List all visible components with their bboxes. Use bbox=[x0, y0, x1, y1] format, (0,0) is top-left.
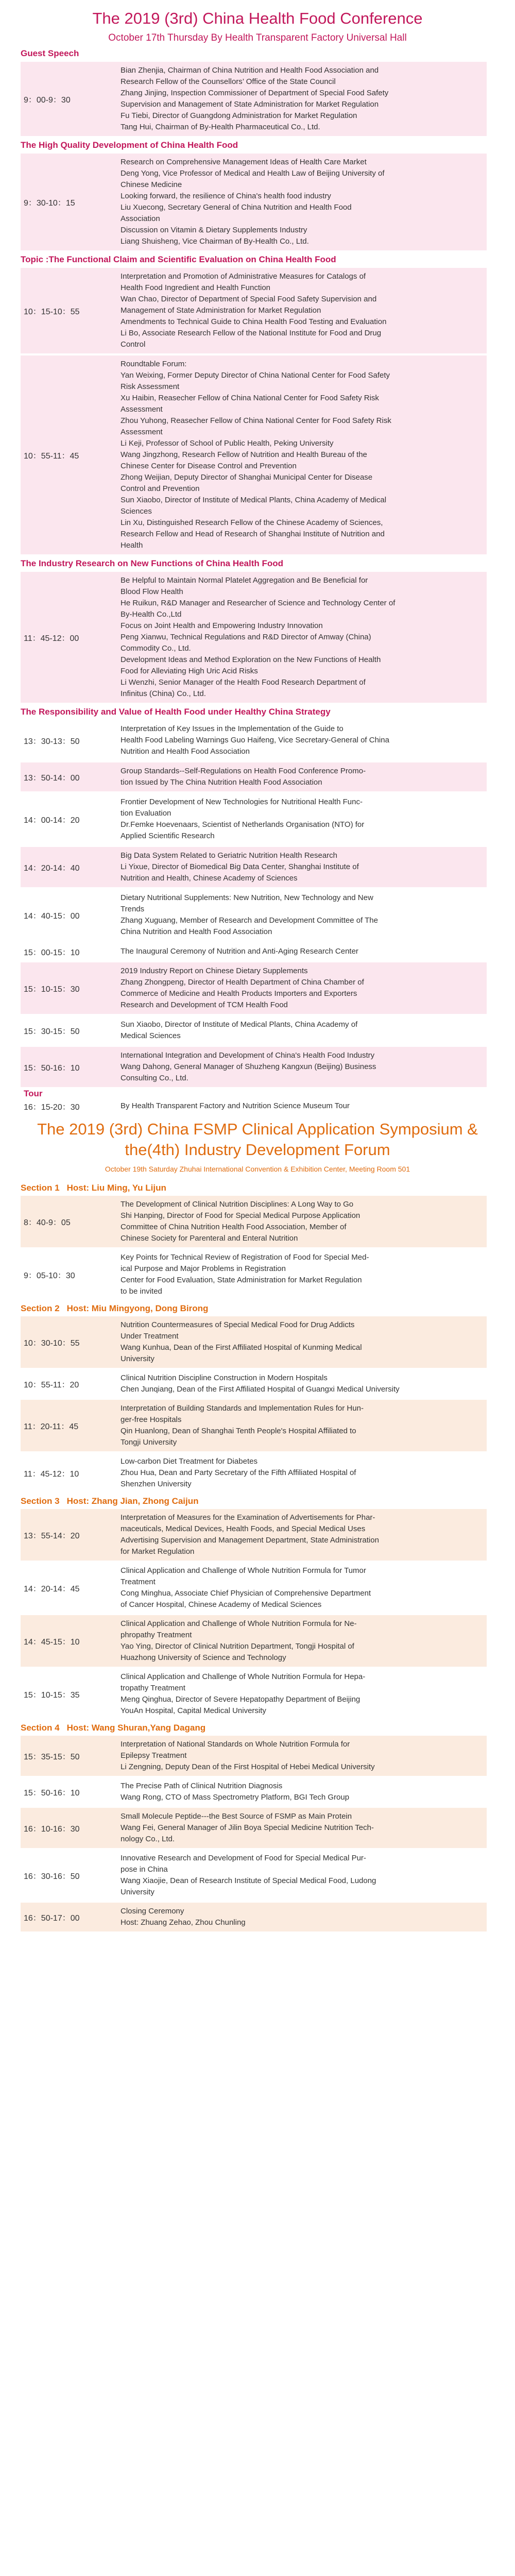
conference-subtitle: October 17th Thursday By Health Transparent Factory Universal Hall bbox=[108, 32, 407, 43]
session-description bbox=[117, 1615, 487, 1667]
session-time: 14：20-14：40 bbox=[24, 863, 80, 873]
session-time: 16：10-16：30 bbox=[24, 1824, 80, 1834]
session-time: 15：35-15：50 bbox=[24, 1752, 80, 1761]
session-line: Sciences bbox=[121, 507, 152, 516]
session-description bbox=[117, 572, 487, 703]
session-line: Management of State Administration for Market Regulation bbox=[121, 306, 321, 315]
session-line: Meng Qinghua, Director of Severe Hepatopathy Department of Beijing bbox=[121, 1695, 360, 1704]
session-time: 15：50-16：10 bbox=[24, 1788, 80, 1798]
schedule-row bbox=[21, 62, 487, 136]
schedule-row bbox=[21, 355, 487, 554]
section-label: Section 4 bbox=[21, 1723, 60, 1733]
session-line: Interpretation and Promotion of Administrative Measures for Catalogs of bbox=[121, 272, 366, 281]
session-time: 13：50-14：00 bbox=[24, 773, 80, 783]
session-line: Research Fellow and Head of Research of Shanghai Institute of Nutrition and bbox=[121, 530, 385, 538]
session-description bbox=[117, 943, 487, 960]
section-host: Host: Liu Ming, Yu Lijun bbox=[66, 1183, 166, 1193]
symposium-title-line-1: The 2019 (3rd) China FSMP Clinical Application Symposium & bbox=[37, 1120, 478, 1138]
session-line: Chinese Society for Parenteral and Enteral Nutrition bbox=[121, 1234, 298, 1243]
section-host: Host: Wang Shuran,Yang Dagang bbox=[66, 1723, 206, 1733]
schedule-row bbox=[21, 1400, 487, 1451]
session-line: Interpretation of Building Standards and Implementation Rules for Hun- bbox=[121, 1404, 364, 1413]
schedule-row bbox=[21, 889, 487, 941]
session-line: Wan Chao, Director of Department of Special Food Safety Supervision and bbox=[121, 295, 377, 303]
session-description bbox=[117, 1369, 487, 1398]
schedule-row bbox=[21, 943, 487, 960]
session-line: Blood Flow Health bbox=[121, 587, 183, 596]
session-line: Key Points for Technical Review of Registration of Food for Special Med- bbox=[121, 1253, 369, 1262]
session-line: Clinical Application and Challenge of Whole Nutrition Formula for Hepa- bbox=[121, 1672, 366, 1681]
session-time: 10：15-10：55 bbox=[24, 307, 80, 316]
tour-label: Tour bbox=[24, 1089, 43, 1098]
session-description bbox=[117, 1453, 487, 1493]
session-line: Discussion on Vitamin & Dietary Supplements Industry bbox=[121, 226, 307, 234]
session-time: 15：30-15：50 bbox=[24, 1027, 80, 1036]
session-line: China Nutrition and Health Food Association bbox=[121, 927, 272, 936]
session-line: Liang Shuisheng, Vice Chairman of By-Health Co., Ltd. bbox=[121, 237, 309, 246]
session-line: Clinical Application and Challenge of Whole Nutrition Formula for Ne- bbox=[121, 1619, 357, 1628]
session-description bbox=[117, 1509, 487, 1561]
section-label: Section 2 bbox=[21, 1303, 60, 1313]
session-time: 13：55-14：20 bbox=[24, 1531, 80, 1540]
session-line: Control bbox=[121, 340, 146, 349]
session-line: YouAn Hospital, Capital Medical University bbox=[121, 1706, 266, 1715]
session-time: 9：05-10：30 bbox=[24, 1271, 75, 1280]
session-line: Zhong Weijian, Deputy Director of Shanghai Municipal Center for Disease bbox=[121, 473, 373, 482]
session-line: Focus on Joint Health and Empowering Industry Innovation bbox=[121, 621, 323, 630]
schedule-row bbox=[21, 762, 487, 791]
session-line: Development Ideas and Method Exploration on the New Functions of Health bbox=[121, 655, 381, 664]
session-line: Big Data System Related to Geriatric Nutrition Health Research bbox=[121, 851, 338, 860]
session-line: Wang Kunhua, Dean of the First Affiliated Hospital of Kunming Medical bbox=[121, 1343, 362, 1352]
section-heading bbox=[0, 1182, 515, 1194]
session-line: Chen Junqiang, Dean of the First Affiliated Hospital of Guangxi Medical University bbox=[121, 1385, 400, 1394]
session-line: University bbox=[121, 1354, 154, 1363]
section-heading: The Industry Research on New Functions of China Health Food bbox=[21, 558, 284, 568]
session-line: Tongji University bbox=[121, 1438, 177, 1447]
session-description bbox=[117, 793, 487, 845]
session-line: Bian Zhenjia, Chairman of China Nutrition and Health Food Association and bbox=[121, 66, 379, 75]
session-time: 10：55-11：45 bbox=[24, 451, 79, 461]
session-line: Host: Zhuang Zehao, Zhou Chunling bbox=[121, 1918, 246, 1927]
session-description bbox=[117, 1903, 487, 1931]
session-description bbox=[117, 1047, 487, 1087]
session-time: 11：45-12：00 bbox=[24, 634, 79, 643]
session-line: Advertising Supervision and Management Department, State Administration bbox=[121, 1536, 379, 1545]
session-line: Group Standards--Self-Regulations on Health Food Conference Promo- bbox=[121, 767, 366, 775]
schedule-row bbox=[21, 1562, 487, 1614]
section-host: Host: Miu Mingyong, Dong Birong bbox=[66, 1303, 209, 1313]
session-line: Research Fellow of the Counsellors’ Office of the State Council bbox=[121, 77, 336, 86]
session-line: The Precise Path of Clinical Nutrition Diagnosis bbox=[121, 1782, 283, 1790]
session-line: Commerce of Medicine and Health Products Importers and Exporters bbox=[121, 989, 357, 998]
session-line: Chinese Center for Disease Control and Prevention bbox=[121, 462, 297, 470]
session-time: 11：45-12：10 bbox=[24, 1469, 79, 1479]
session-time: 16：30-16：50 bbox=[24, 1872, 80, 1881]
schedule-row bbox=[21, 1196, 487, 1247]
session-time: 15：10-15：30 bbox=[24, 985, 80, 994]
session-description bbox=[117, 62, 487, 136]
session-line: Be Helpful to Maintain Normal Platelet Aggregation and Be Beneficial for bbox=[121, 576, 368, 585]
session-description bbox=[117, 1777, 487, 1806]
session-line: Health Food Labeling Warnings Guo Haifeng, Vice Secretary-General of China bbox=[121, 736, 389, 744]
session-line: Frontier Development of New Technologies for Nutritional Health Func- bbox=[121, 798, 363, 806]
session-line: University bbox=[121, 1888, 154, 1896]
session-line: Center for Food Evaluation, State Administration for Market Regulation bbox=[121, 1276, 362, 1284]
session-line: Treatment bbox=[121, 1578, 156, 1586]
section-heading: The High Quality Development of China Health Food bbox=[21, 140, 238, 150]
session-line: Li Keji, Professor of School of Public Health, Peking University bbox=[121, 439, 334, 448]
session-line: Wang Jingzhong, Research Fellow of Nutrition and Health Bureau of the bbox=[121, 450, 367, 459]
session-time: 10：55-11：20 bbox=[24, 1380, 79, 1389]
session-line: Chinese Medicine bbox=[121, 180, 182, 189]
session-line: Liu Xuecong, Secretary General of China Nutrition and Health Food bbox=[121, 203, 352, 212]
section-heading: Guest Speech bbox=[21, 48, 79, 58]
session-time: 9：30-10：15 bbox=[24, 198, 75, 208]
session-line: Innovative Research and Development of Food for Special Medical Pur- bbox=[121, 1854, 366, 1862]
session-line: 2019 Industry Report on Chinese Dietary Supplements bbox=[121, 967, 308, 975]
session-line: Roundtable Forum: bbox=[121, 360, 187, 368]
schedule-row bbox=[21, 1615, 487, 1667]
session-line: Medical Sciences bbox=[121, 1031, 181, 1040]
session-description bbox=[117, 1016, 487, 1045]
session-line: Deng Yong, Vice Professor of Medical and Health Law of Beijing University of bbox=[121, 169, 385, 178]
session-line: Xu Haibin, Reasecher Fellow of China National Center for Food Safety Risk bbox=[121, 394, 379, 402]
session-line: pose in China bbox=[121, 1865, 168, 1874]
session-line: Li Yixue, Director of Biomedical Big Data Center, Shanghai Institute of bbox=[121, 862, 359, 871]
section-heading bbox=[0, 1302, 515, 1315]
session-time: 14：20-14：45 bbox=[24, 1584, 80, 1594]
session-time: 14：40-15：00 bbox=[24, 911, 80, 921]
session-line: Research on Comprehensive Management Ideas of Health Care Market bbox=[121, 158, 367, 166]
session-line: Small Molecule Peptide---the Best Source of FSMP as Main Protein bbox=[121, 1812, 352, 1821]
session-time: 8：40-9：05 bbox=[24, 1218, 71, 1227]
session-line: He Ruikun, R&D Manager and Researcher of Science and Technology Center of bbox=[121, 599, 396, 607]
session-line: Zhang Zhongpeng, Director of Health Department of China Chamber of bbox=[121, 978, 364, 987]
session-line: Supervision and Management of State Administration for Market Regulation bbox=[121, 100, 379, 109]
session-line: The Development of Clinical Nutrition Disciplines: A Long Way to Go bbox=[121, 1200, 354, 1209]
schedule-row bbox=[21, 1249, 487, 1300]
session-line: Committee of China Nutrition Health Food Association, Member of bbox=[121, 1223, 347, 1231]
session-line: Zhang Jinjing, Inspection Commissioner of Department of Special Food Safety bbox=[121, 89, 389, 97]
session-time: 9：00-9：30 bbox=[24, 95, 71, 105]
session-line: Interpretation of National Standards on Whole Nutrition Formula for bbox=[121, 1740, 350, 1749]
section-label: Section 1 bbox=[21, 1183, 60, 1193]
tour-row bbox=[21, 1088, 487, 1099]
session-line: Nutrition and Health, Chinese Academy of Sciences bbox=[121, 874, 298, 883]
session-time: 10：30-10：55 bbox=[24, 1338, 80, 1348]
session-line: Sun Xiaobo, Director of Institute of Medical Plants, China Academy of Medical bbox=[121, 496, 387, 504]
session-description bbox=[117, 962, 487, 1014]
session-time: 15：50-16：10 bbox=[24, 1063, 80, 1073]
session-line: The Inaugural Ceremony of Nutrition and Anti-Aging Research Center bbox=[121, 947, 358, 956]
symposium-title-line-2: the(4th) Industry Development Forum bbox=[125, 1141, 390, 1159]
session-line: Interpretation of Key Issues in the Implementation of the Guide to bbox=[121, 724, 344, 733]
session-line: Health bbox=[121, 541, 143, 550]
session-description bbox=[117, 268, 487, 353]
session-time: 11：20-11：45 bbox=[24, 1422, 79, 1431]
session-line: Li Bo, Associate Research Fellow of the National Institute for Food and Drug bbox=[121, 329, 382, 337]
schedule-row bbox=[21, 1047, 487, 1087]
schedule-row bbox=[21, 720, 487, 760]
session-line: Food for Alleviating High Uric Acid Risks bbox=[121, 667, 258, 675]
schedule-row bbox=[21, 1016, 487, 1045]
session-line: International Integration and Development of China's Health Food Industry bbox=[121, 1051, 375, 1060]
session-line: tion Evaluation bbox=[121, 809, 171, 818]
session-description bbox=[117, 1316, 487, 1368]
session-line: Interpretation of Measures for the Examination of Advertisements for Phar- bbox=[121, 1513, 375, 1522]
session-line: Assessment bbox=[121, 428, 163, 436]
session-line: Clinical Nutrition Discipline Construction in Modern Hospitals bbox=[121, 1374, 328, 1382]
session-line: maceuticals, Medical Devices, Health Foods, and Special Medical Uses bbox=[121, 1524, 366, 1533]
session-line: Epilepsy Treatment bbox=[121, 1751, 187, 1760]
session-line: Dietary Nutritional Supplements: New Nutrition, New Technology and New bbox=[121, 893, 373, 902]
session-line: Sun Xiaobo, Director of Institute of Medical Plants, China Academy of bbox=[121, 1020, 358, 1029]
session-line: Lin Xu, Distinguished Research Fellow of the Chinese Academy of Sciences, bbox=[121, 518, 383, 527]
session-line: Peng Xianwu, Technical Regulations and R&D Director of Amway (China) bbox=[121, 633, 371, 641]
session-time: 14：45-15：10 bbox=[24, 1637, 80, 1647]
schedule-row bbox=[21, 1777, 487, 1806]
session-time: 15：00-15：10 bbox=[24, 948, 80, 957]
session-line: Under Treatment bbox=[121, 1332, 179, 1341]
session-time: 15：10-15：35 bbox=[24, 1690, 80, 1700]
session-line: Consulting Co., Ltd. bbox=[121, 1074, 188, 1082]
session-line: Clinical Application and Challenge of Whole Nutrition Formula for Tumor bbox=[121, 1566, 366, 1575]
session-description bbox=[117, 1668, 487, 1720]
tour-time: 16：15-20：30 bbox=[24, 1103, 80, 1112]
session-line: tropathy Treatment bbox=[121, 1684, 185, 1692]
session-line: Low-carbon Diet Treatment for Diabetes bbox=[121, 1457, 258, 1466]
session-description bbox=[117, 1249, 487, 1300]
schedule-row bbox=[21, 847, 487, 887]
session-description bbox=[117, 847, 487, 887]
session-line: Amendments to Technical Guide to China Health Food Testing and Evaluation bbox=[121, 317, 387, 326]
section-heading bbox=[0, 1722, 515, 1734]
session-line: Association bbox=[121, 214, 160, 223]
schedule-row bbox=[21, 1668, 487, 1720]
session-description bbox=[117, 1808, 487, 1848]
schedule-row bbox=[21, 1850, 487, 1901]
session-line: Wang Fei, General Manager of Jilin Boya Special Medicine Nutrition Tech- bbox=[121, 1823, 374, 1832]
session-line: Wang Dahong, General Manager of Shuzheng Kangxun (Beijing) Business bbox=[121, 1062, 376, 1071]
part2-schedule bbox=[0, 1182, 515, 1931]
session-line: Tang Hui, Chairman of By-Health Pharmaceutical Co., Ltd. bbox=[121, 123, 320, 131]
session-time: 14：00-14：20 bbox=[24, 816, 80, 825]
session-line: Zhang Xuguang, Member of Research and Development Committee of The bbox=[121, 916, 378, 925]
session-line: Li Wenzhi, Senior Manager of the Health Food Research Department of bbox=[121, 678, 366, 687]
session-line: Health Food Ingredient and Health Function bbox=[121, 283, 271, 292]
schedule-row bbox=[21, 1369, 487, 1398]
session-line: Shenzhen University bbox=[121, 1480, 192, 1488]
session-line: Dr.Femke Hoevenaars, Scientist of Netherlands Organisation (NTO) for bbox=[121, 820, 365, 829]
schedule-row bbox=[21, 1509, 487, 1561]
schedule-row bbox=[21, 1316, 487, 1368]
session-line: tion Issued by The China Nutrition Health Food Association bbox=[121, 778, 322, 787]
session-description bbox=[117, 720, 487, 760]
session-description bbox=[117, 1736, 487, 1776]
schedule-row bbox=[21, 154, 487, 250]
session-line: Qin Huanlong, Dean of Shanghai Tenth People's Hospital Affiliated to bbox=[121, 1427, 356, 1435]
session-line: to be invited bbox=[121, 1287, 162, 1296]
part1-schedule bbox=[0, 47, 515, 1087]
session-line: Zhou Hua, Dean and Party Secretary of the Fifth Affiliated Hospital of bbox=[121, 1468, 356, 1477]
session-description bbox=[117, 1196, 487, 1247]
session-line: Control and Prevention bbox=[121, 484, 200, 493]
session-line: Commodity Co., Ltd. bbox=[121, 644, 191, 653]
session-line: Assessment bbox=[121, 405, 163, 414]
session-line: ical Purpose and Major Problems in Registration bbox=[121, 1264, 286, 1273]
schedule-row bbox=[21, 268, 487, 353]
symposium-subtitle: October 19th Saturday Zhuhai International Convention & Exhibition Center, Meeting Room 501 bbox=[105, 1165, 410, 1173]
session-line: for Market Regulation bbox=[121, 1547, 195, 1556]
session-time: 16：50-17：00 bbox=[24, 1913, 80, 1923]
session-line: ger-free Hospitals bbox=[121, 1415, 182, 1424]
session-line: nology Co., Ltd. bbox=[121, 1835, 175, 1843]
session-time: 13：30-13：50 bbox=[24, 737, 80, 746]
session-line: Risk Assessment bbox=[121, 382, 180, 391]
tour-detail-row bbox=[21, 1099, 487, 1113]
session-description bbox=[117, 1400, 487, 1451]
session-description bbox=[117, 355, 487, 554]
session-line: Wang Xiaojie, Dean of Research Institute of Special Medical Food, Ludong bbox=[121, 1876, 376, 1885]
schedule-row bbox=[21, 572, 487, 703]
session-line: phropathy Treatment bbox=[121, 1631, 192, 1639]
session-line: By-Health Co.,Ltd bbox=[121, 610, 182, 619]
schedule-row bbox=[21, 962, 487, 1014]
session-line: Li Zengning, Deputy Dean of the First Hospital of Hebei Medical University bbox=[121, 1762, 375, 1771]
session-line: Applied Scientific Research bbox=[121, 832, 215, 840]
session-description bbox=[117, 1562, 487, 1614]
session-line: Closing Ceremony bbox=[121, 1907, 184, 1916]
session-line: Trends bbox=[121, 905, 145, 913]
session-description bbox=[117, 762, 487, 791]
section-host: Host: Zhang Jian, Zhong Caijun bbox=[66, 1496, 199, 1506]
session-line: Yao Ying, Director of Clinical Nutrition Department, Tongji Hospital of bbox=[121, 1642, 354, 1651]
schedule-row bbox=[21, 1453, 487, 1493]
conference-title: The 2019 (3rd) China Health Food Conference bbox=[92, 9, 423, 27]
session-line: of Cancer Hospital, Chinese Academy of Medical Sciences bbox=[121, 1600, 322, 1609]
session-line: Research and Development of TCM Health Food bbox=[121, 1001, 288, 1009]
session-line: Nutrition Countermeasures of Special Medical Food for Drug Addicts bbox=[121, 1320, 355, 1329]
session-description bbox=[117, 889, 487, 941]
tour-text: By Health Transparent Factory and Nutrition Science Museum Tour bbox=[121, 1101, 350, 1110]
session-line: Huazhong University of Science and Technology bbox=[121, 1653, 286, 1662]
schedule-row bbox=[21, 1903, 487, 1931]
session-line: Zhou Yuhong, Reasecher Fellow of China National Center for Food Safety Risk bbox=[121, 416, 391, 425]
schedule-row bbox=[21, 793, 487, 845]
section-heading bbox=[0, 1495, 515, 1507]
session-line: Yan Weixing, Former Deputy Director of China National Center for Food Safety bbox=[121, 371, 390, 380]
session-line: Shi Hanping, Director of Food for Special Medical Purpose Application bbox=[121, 1211, 360, 1220]
schedule-row bbox=[21, 1736, 487, 1776]
session-line: Fu Tiebi, Director of Guangdong Administration for Market Regulation bbox=[121, 111, 357, 120]
session-description bbox=[117, 1850, 487, 1901]
session-line: Cong Minghua, Associate Chief Physician of Comprehensive Department bbox=[121, 1589, 371, 1598]
section-heading: Topic :The Functional Claim and Scientific Evaluation on China Health Food bbox=[21, 255, 336, 264]
session-line: Wang Rong, CTO of Mass Spectrometry Platform, BGI Tech Group bbox=[121, 1793, 350, 1802]
schedule-row bbox=[21, 1808, 487, 1848]
session-line: Nutrition and Health Food Association bbox=[121, 747, 250, 756]
session-line: Looking forward, the resilience of China's health food industry bbox=[121, 192, 331, 200]
session-description bbox=[117, 154, 487, 250]
section-heading: The Responsibility and Value of Health Food under Healthy China Strategy bbox=[21, 707, 331, 717]
session-line: Infinitus (China) Co., Ltd. bbox=[121, 689, 206, 698]
section-label: Section 3 bbox=[21, 1496, 60, 1506]
